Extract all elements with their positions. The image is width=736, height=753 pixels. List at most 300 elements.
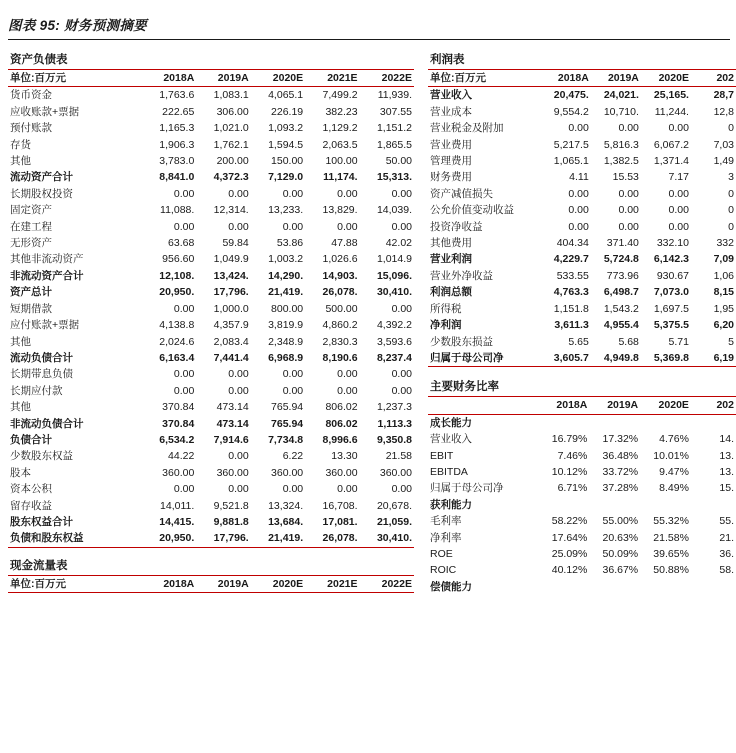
table-row xyxy=(428,137,736,153)
cell-value: 3,611.3 xyxy=(554,319,589,332)
cell-value: 1,003.2 xyxy=(268,253,304,266)
cell-value: 6,968.9 xyxy=(268,351,304,364)
key-ratios-block xyxy=(428,375,736,595)
key-ratios-table xyxy=(428,397,736,595)
column-header: 202 xyxy=(691,397,736,414)
cell-value: 0.00 xyxy=(173,187,195,200)
row-label: 投资净收益 xyxy=(430,220,483,233)
table-row xyxy=(8,350,414,366)
cell-value: 1,026.6 xyxy=(322,253,358,266)
cell-value: 26,078. xyxy=(322,286,358,299)
cell-value: 5,816.3 xyxy=(603,138,639,151)
table-row xyxy=(8,498,414,514)
cell-value: 6,534.2 xyxy=(159,433,195,446)
cell-value: 473.14 xyxy=(216,401,249,414)
row-label: 长期应付款 xyxy=(10,384,63,397)
cell-value: 28,7 xyxy=(713,89,734,102)
cell-value: 4.76% xyxy=(659,433,689,446)
table-row xyxy=(8,284,414,300)
cell-value: 1,594.5 xyxy=(268,138,304,151)
cell-value: 16,708. xyxy=(322,499,358,512)
row-label: 其他费用 xyxy=(430,237,472,250)
cell-value: 14,903. xyxy=(322,269,358,282)
cell-value: 12,108. xyxy=(159,269,195,282)
cell-value: 15.53 xyxy=(612,171,639,184)
row-label: 长期带息负债 xyxy=(10,368,73,381)
cell-value: 0.00 xyxy=(228,187,249,200)
column-header: 2019A xyxy=(591,70,641,87)
cell-value: 0.00 xyxy=(391,368,412,381)
cell-value: 36. xyxy=(719,547,734,560)
income-statement-table xyxy=(428,70,736,367)
cell-value xyxy=(589,414,640,431)
row-label: 营业税金及附加 xyxy=(430,122,504,135)
cell-value: 2,024.6 xyxy=(159,335,195,348)
column-header: 2020E xyxy=(251,576,305,593)
cell-value: 16.79% xyxy=(551,433,588,446)
row-label: 营业利润 xyxy=(430,253,472,266)
cell-value: 4,763.3 xyxy=(553,286,589,299)
cell-value: 14. xyxy=(719,433,734,446)
cell-value: 0.00 xyxy=(568,204,589,217)
cell-value xyxy=(691,414,736,431)
row-label: 无形资产 xyxy=(10,237,52,250)
cell-value: 0 xyxy=(728,220,734,233)
cell-value: 1,014.9 xyxy=(376,253,412,266)
cell-value: 17,796. xyxy=(213,286,249,299)
cell-value: 8,237.4 xyxy=(376,351,412,364)
cell-value: 0.00 xyxy=(337,368,358,381)
cell-value: 1,382.5 xyxy=(603,155,639,168)
table-row xyxy=(8,235,414,251)
cell-value: 370.84 xyxy=(162,417,195,430)
cell-value: 11,174. xyxy=(323,171,358,184)
cell-value: 332.10 xyxy=(656,237,689,250)
row-label: 毛利率 xyxy=(430,515,462,528)
table-row xyxy=(428,120,736,136)
row-label: 其他 xyxy=(10,335,31,348)
cell-value: 1,697.5 xyxy=(653,302,689,315)
table-row xyxy=(428,546,736,562)
table-row xyxy=(8,530,414,547)
row-label: 预付账款 xyxy=(10,122,52,135)
cell-value: 1,865.5 xyxy=(376,138,412,151)
cell-value: 13,829. xyxy=(322,204,358,217)
cell-value: 0.00 xyxy=(668,122,689,135)
table-row xyxy=(428,350,736,367)
cell-value: 5 xyxy=(728,335,734,348)
cell-value: 2,083.4 xyxy=(213,335,249,348)
cell-value: 21,419. xyxy=(251,530,305,547)
cell-value: 58. xyxy=(719,564,734,577)
row-label: 非流动负债合计 xyxy=(10,417,84,430)
cell-value: 0.00 xyxy=(228,483,249,496)
cell-value: 11,244. xyxy=(654,105,689,118)
cell-value: 30,410. xyxy=(376,286,412,299)
row-label: 货币资金 xyxy=(10,89,52,102)
table-row xyxy=(8,383,414,399)
cell-value: 4.11 xyxy=(569,171,589,184)
cell-value: 21.58 xyxy=(385,450,412,463)
table-row xyxy=(8,334,414,350)
cell-value: 2,348.9 xyxy=(268,335,304,348)
balance-sheet-table xyxy=(8,70,414,548)
table-row xyxy=(428,464,736,480)
cell-value: 1,021.0 xyxy=(213,122,249,135)
row-label: 其他非流动资产 xyxy=(10,253,84,266)
cell-value: 6,498.7 xyxy=(603,286,639,299)
cell-value xyxy=(539,579,590,595)
cell-value: 0 xyxy=(728,187,734,200)
cell-value: 11,088. xyxy=(160,204,195,217)
cell-value: 1,151.8 xyxy=(553,302,589,315)
table-row xyxy=(428,579,736,595)
cell-value: 17,796. xyxy=(196,530,250,547)
cell-value: 4,949.8 xyxy=(591,350,641,367)
cell-value: 3,593.6 xyxy=(376,335,412,348)
row-label: 归属于母公司净 xyxy=(430,482,504,495)
cell-value: 0 xyxy=(728,204,734,217)
cell-value: 15,313. xyxy=(376,171,412,184)
column-header: 2020E xyxy=(641,70,691,87)
cell-value: 0.00 xyxy=(668,187,689,200)
cell-value: 200.00 xyxy=(216,155,249,168)
cell-value: 15. xyxy=(719,482,734,495)
cell-value: 404.34 xyxy=(556,237,589,250)
table-row xyxy=(428,431,736,447)
cell-value: 5,375.5 xyxy=(653,319,689,332)
cell-value: 8,841.0 xyxy=(159,171,195,184)
cell-value xyxy=(589,579,640,595)
cell-value xyxy=(539,414,590,431)
table-row xyxy=(8,366,414,382)
row-label: 成长能力 xyxy=(430,416,472,429)
cell-value: 58.22% xyxy=(551,515,588,528)
column-header: 2022E xyxy=(360,70,414,87)
cell-value: 1,49 xyxy=(713,155,734,168)
cell-value: 1,049.9 xyxy=(213,253,249,266)
cell-value: 7,499.2 xyxy=(322,89,358,102)
row-label: 股本 xyxy=(10,466,31,479)
row-label: 留存收益 xyxy=(10,499,52,512)
cell-value: 6,20 xyxy=(713,319,734,332)
cell-value: 0.00 xyxy=(282,220,304,233)
cell-value: 39.65% xyxy=(653,547,689,560)
cell-value: 0.00 xyxy=(173,384,195,397)
table-row xyxy=(8,432,414,448)
cell-value: 8,996.6 xyxy=(322,433,358,446)
table-row xyxy=(428,219,736,235)
table-row xyxy=(428,530,736,546)
cell-value: 0.00 xyxy=(668,220,689,233)
income-statement-block xyxy=(428,48,736,367)
cell-value: 4,138.8 xyxy=(159,319,195,332)
cell-value: 9,521.8 xyxy=(213,499,249,512)
cell-value: 4,372.3 xyxy=(213,171,249,184)
cell-value: 8,15 xyxy=(713,286,734,299)
row-label: 其他 xyxy=(10,401,31,414)
cell-value: 13,684. xyxy=(268,515,304,528)
cell-value: 4,392.2 xyxy=(376,319,412,332)
cell-value: 0.00 xyxy=(391,220,412,233)
cell-value: 5.71 xyxy=(668,335,689,348)
cell-value: 806.02 xyxy=(325,417,358,430)
cell-value: 7,734.8 xyxy=(268,433,304,446)
cell-value: 12,314. xyxy=(213,204,249,217)
cell-value: 7,129.0 xyxy=(268,171,304,184)
cell-value: 7,441.4 xyxy=(213,351,249,364)
cell-value: 307.55 xyxy=(379,105,412,118)
cell-value: 13,424. xyxy=(213,269,249,282)
income-statement-title: 利润表 xyxy=(428,48,736,70)
cell-value: 0.00 xyxy=(228,450,249,463)
cell-value: 7,073.0 xyxy=(653,286,689,299)
table-row xyxy=(8,137,414,153)
cell-value: 1,95 xyxy=(713,302,734,315)
cell-value: 360.00 xyxy=(162,466,195,479)
cell-value: 17.64% xyxy=(551,531,588,544)
table-row xyxy=(428,186,736,202)
row-label: 营业收入 xyxy=(430,89,472,102)
row-label: 股东权益合计 xyxy=(10,515,73,528)
cell-value: 1,113.3 xyxy=(377,417,412,430)
table-row xyxy=(428,497,736,513)
cell-value: 0.00 xyxy=(173,302,195,315)
column-header: 2018A xyxy=(142,576,196,593)
cell-value: 473.14 xyxy=(216,417,249,430)
cell-value: 382.23 xyxy=(325,105,358,118)
cell-value: 50.09% xyxy=(602,547,639,560)
empty-corner xyxy=(428,397,539,414)
table-row xyxy=(8,104,414,120)
cash-flow-title: 现金流量表 xyxy=(8,554,414,576)
cash-flow-block xyxy=(8,554,414,593)
cell-value: 6.22 xyxy=(282,450,304,463)
cell-value: 1,543.2 xyxy=(603,302,639,315)
row-label: 资本公积 xyxy=(10,483,52,496)
cell-value: 0 xyxy=(728,122,734,135)
row-label: 管理费用 xyxy=(430,155,472,168)
cell-value: 13,233. xyxy=(268,204,304,217)
cell-value: 21,059. xyxy=(376,515,412,528)
column-header: 2020E xyxy=(640,397,691,414)
key-ratios-title: 主要财务比率 xyxy=(428,375,736,397)
cell-value: 30,410. xyxy=(360,530,414,547)
cell-value: 50.88% xyxy=(653,564,689,577)
cell-value: 37.28% xyxy=(602,482,639,495)
cell-value: 150.00 xyxy=(271,155,304,168)
cell-value: 25,165. xyxy=(653,89,689,102)
cell-value: 9,350.8 xyxy=(376,433,412,446)
cell-value: 930.67 xyxy=(656,269,689,282)
cell-value: 3,783.0 xyxy=(159,155,195,168)
row-label: 非流动资产合计 xyxy=(10,269,84,282)
cell-value: 1,093.2 xyxy=(268,122,304,135)
cell-value xyxy=(640,414,691,431)
cell-value: 55.32% xyxy=(653,515,689,528)
column-header: 2019A xyxy=(196,70,250,87)
key-ratios-header-row xyxy=(428,397,736,414)
row-label: 短期借款 xyxy=(10,302,52,315)
cell-value: 14,039. xyxy=(376,204,412,217)
cell-value: 0.00 xyxy=(618,220,639,233)
cell-value: 806.02 xyxy=(325,401,358,414)
row-label: 归属于母公司净 xyxy=(428,350,541,367)
table-row xyxy=(8,514,414,530)
row-label: 流动资产合计 xyxy=(10,171,73,184)
unit-label: 单位:百万元 xyxy=(8,70,142,87)
cell-value: 10.12% xyxy=(551,465,588,478)
row-label: 利润总额 xyxy=(430,286,472,299)
cell-value: 1,065.1 xyxy=(553,155,589,168)
balance-sheet-block xyxy=(8,48,414,548)
cell-value: 0.00 xyxy=(337,220,358,233)
cell-value: 3,819.9 xyxy=(268,319,304,332)
cell-value: 14,415. xyxy=(159,515,195,528)
cell-value: 2,830.3 xyxy=(322,335,358,348)
cell-value: 0.00 xyxy=(337,384,358,397)
cell-value: 7,03 xyxy=(713,138,734,151)
cell-value: 44.22 xyxy=(168,450,195,463)
cell-value: 0.00 xyxy=(568,122,589,135)
cell-value: 55. xyxy=(719,515,734,528)
row-label: 营业费用 xyxy=(430,138,472,151)
cell-value: 10.01% xyxy=(653,449,689,462)
cell-value: 773.96 xyxy=(606,269,639,282)
cell-value: 306.00 xyxy=(216,105,249,118)
column-header: 2018A xyxy=(142,70,196,87)
balance-sheet-header-row xyxy=(8,70,414,87)
table-row xyxy=(428,334,736,350)
column-header: 202 xyxy=(691,70,736,87)
cell-value: 5.68 xyxy=(618,335,639,348)
table-row xyxy=(8,317,414,333)
cell-value: 17,081. xyxy=(322,515,358,528)
cell-value: 7,914.6 xyxy=(213,433,249,446)
cell-value: 956.60 xyxy=(162,253,195,266)
row-label: 在建工程 xyxy=(10,220,52,233)
cell-value: 4,955.4 xyxy=(603,319,639,332)
cell-value: 0.00 xyxy=(282,384,304,397)
cell-value: 20,950. xyxy=(159,286,195,299)
row-label: 负债和股东权益 xyxy=(8,530,142,547)
cell-value: 13. xyxy=(719,465,734,478)
cell-value xyxy=(589,497,640,513)
cell-value: 100.00 xyxy=(325,155,358,168)
row-label: 应收账款+票据 xyxy=(10,105,80,118)
row-label: 固定资产 xyxy=(10,204,52,217)
cell-value: 9.47% xyxy=(659,465,689,478)
table-row xyxy=(428,169,736,185)
cell-value: 15,096. xyxy=(376,269,412,282)
cell-value: 1,237.3 xyxy=(376,401,412,414)
table-row xyxy=(8,448,414,464)
table-row xyxy=(8,153,414,169)
cell-value: 36.48% xyxy=(602,449,639,462)
balance-sheet-title: 资产负债表 xyxy=(8,48,414,70)
row-label: EBITDA xyxy=(430,465,468,478)
page-title: 图表 95: 财务预测摘要 xyxy=(8,18,147,33)
cell-value: 13.30 xyxy=(331,450,358,463)
row-label: 偿债能力 xyxy=(430,580,472,593)
cell-value: 20.63% xyxy=(602,531,639,544)
cell-value: 6,19 xyxy=(691,350,736,367)
row-label: 长期股权投资 xyxy=(10,187,73,200)
cell-value: 360.00 xyxy=(379,466,412,479)
row-label: ROE xyxy=(430,547,453,560)
cell-value: 0.00 xyxy=(618,187,639,200)
cell-value: 0.00 xyxy=(618,204,639,217)
cell-value: 0.00 xyxy=(228,368,249,381)
cell-value: 370.84 xyxy=(162,401,195,414)
cell-value: 26,078. xyxy=(305,530,359,547)
row-label: 少数股东权益 xyxy=(10,450,73,463)
cell-value: 11,939. xyxy=(377,89,412,102)
table-row xyxy=(428,104,736,120)
left-column xyxy=(0,48,414,597)
cell-value: 800.00 xyxy=(271,302,304,315)
row-label: 所得税 xyxy=(430,302,462,315)
cell-value: 0.00 xyxy=(668,204,689,217)
cell-value: 0.00 xyxy=(173,368,195,381)
table-row xyxy=(428,562,736,578)
cell-value: 0.00 xyxy=(282,483,304,496)
table-row xyxy=(428,480,736,496)
table-row xyxy=(428,284,736,300)
cell-value: 765.94 xyxy=(271,417,304,430)
cell-value xyxy=(691,497,736,513)
table-row xyxy=(428,251,736,267)
cell-value: 1,129.2 xyxy=(322,122,358,135)
cell-value: 9,554.2 xyxy=(553,105,589,118)
cell-value: 20,950. xyxy=(142,530,196,547)
table-row xyxy=(8,219,414,235)
cell-value: 1,165.3 xyxy=(159,122,195,135)
cell-value: 14,011. xyxy=(160,499,195,512)
row-label: 少数股东损益 xyxy=(430,335,493,348)
cell-value: 360.00 xyxy=(271,466,304,479)
table-row xyxy=(8,301,414,317)
income-statement-header-row xyxy=(428,70,736,87)
cell-value: 0.00 xyxy=(337,483,358,496)
cell-value: 7.17 xyxy=(668,171,689,184)
row-label: 财务费用 xyxy=(430,171,472,184)
cell-value: 0.00 xyxy=(391,384,412,397)
cell-value: 3 xyxy=(728,171,734,184)
row-label: ROIC xyxy=(430,564,457,577)
table-row xyxy=(8,186,414,202)
table-row xyxy=(8,202,414,218)
cell-value: 55.00% xyxy=(602,515,639,528)
cell-value: 1,906.3 xyxy=(159,138,195,151)
cell-value: 5,217.5 xyxy=(553,138,589,151)
cell-value: 5,724.8 xyxy=(603,253,639,266)
table-row xyxy=(8,120,414,136)
cell-value: 4,065.1 xyxy=(268,89,304,102)
column-header: 2022E xyxy=(360,576,414,593)
column-header: 2018A xyxy=(539,397,590,414)
cell-value: 0.00 xyxy=(391,302,412,315)
table-row xyxy=(428,202,736,218)
row-label: 营业收入 xyxy=(430,433,472,446)
cell-value: 4,229.7 xyxy=(553,253,589,266)
row-label: 净利润 xyxy=(430,319,462,332)
row-label: 其他 xyxy=(10,155,31,168)
right-column xyxy=(414,48,736,599)
row-label: 净利率 xyxy=(430,531,462,544)
cell-value: 20,475. xyxy=(553,89,589,102)
row-label: EBIT xyxy=(430,449,454,462)
